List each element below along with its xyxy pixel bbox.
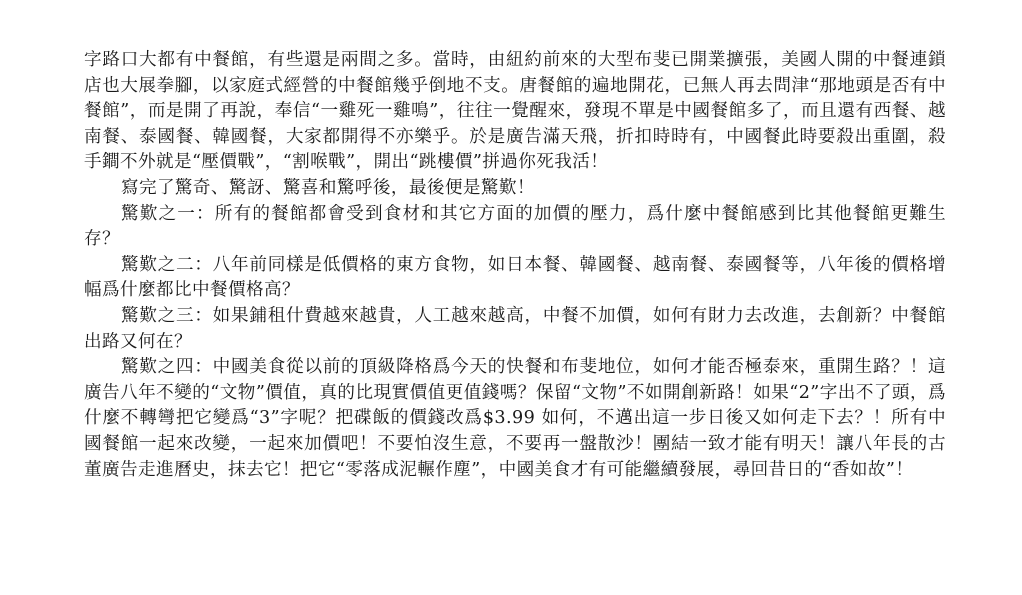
paragraph-wonder-1: 驚歎之一：所有的餐館都會受到食材和其它方面的加價的壓力，爲什麼中餐館感到比其他餐館更難生存？ xyxy=(84,203,946,250)
paragraph-wonder-3: 驚歎之三：如果鋪租什費越來越貴，人工越來越高，中餐不加價，如何有財力去改進，去創新？中餐館出路又何在？ xyxy=(84,305,946,352)
paragraph-exclamation: 寫完了驚奇、驚訝、驚喜和驚呼後，最後便是驚歎！ xyxy=(120,177,535,198)
paragraph-wonder-2: 驚歎之二：八年前同樣是低價格的東方食物，如日本餐、韓國餐、越南餐、泰國餐等，八年後的價格增幅爲什麼都比中餐價格高？ xyxy=(84,254,946,301)
paragraph-intro: 字路口大都有中餐館，有些還是兩間之多。當時，由紐約前來的大型布斐已開業擴張，美國人開的中餐連鎖店也大展拳腳，以家庭式經營的中餐館幾乎倒地不支。唐餐館的遍地開花，已無人再去問津“那地頭是否有中餐館”，而是開了再說，奉信“一雞死一雞鳴”，往往一覺醒來，發現不單是中國餐館多了，而且還有西餐、越南餐、泰國餐、韓國餐，大家都開得不亦樂乎。於是廣告滿天飛，折扣時時有，中國餐此時要殺出重圍，殺手鐧不外就是“壓價戰”，“割喉戰”，開出“跳樓價”拼過你死我活！ xyxy=(84,50,946,173)
paragraph-wonder-4: 驚歎之四：中國美食從以前的頂級降格爲今天的快餐和布斐地位，如何才能否極泰來，重開生路？！這廣告八年不變的“文物”價值，真的比現實價值更值錢嗎？保留“文物”不如開創新路！如果“2”字出不了頭，爲什麼不轉彎把它變爲“3”字呢？把碟飯的價錢改爲$3.99 如何，不邁出這一步日後又如何走下去？！所有中國餐館一起來改變，一起來加價吧！不要怕沒生意，不要再一盤散沙！團結一致才能有明天！讓八年長的古董廣告走進曆史，抹去它！把它“零落成泥輾作塵”，中國美食才有可能繼續發展，尋回昔日的“香如故”！ xyxy=(84,357,946,480)
document-body xyxy=(84,48,946,483)
